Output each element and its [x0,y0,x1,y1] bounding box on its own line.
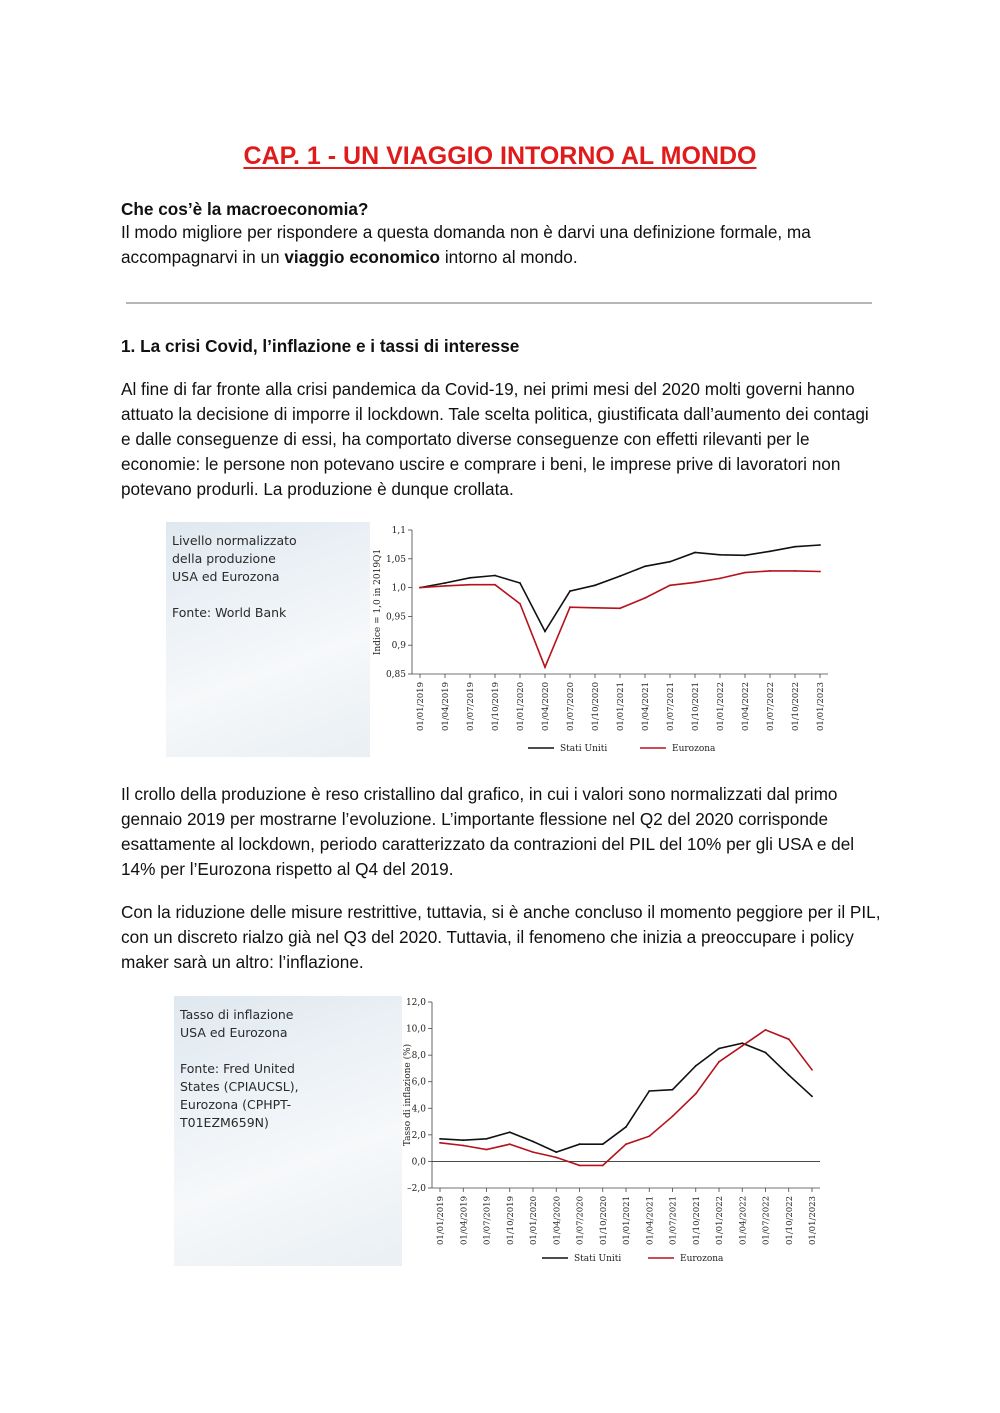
x-tick-label: 01/07/2021 [666,682,676,731]
x-tick-label: 01/07/2020 [566,682,576,731]
data-point [486,1149,488,1151]
data-point [494,584,496,586]
x-tick-label: 01/01/2021 [616,682,626,731]
data-point [469,577,471,579]
x-tick-label: 01/04/2020 [541,682,551,731]
data-point [819,571,821,573]
x-tick-label: 01/01/2023 [808,1196,818,1245]
data-point [469,584,471,586]
data-point [444,582,446,584]
data-point [769,570,771,572]
data-point [444,585,446,587]
x-tick-label: 01/10/2021 [691,1196,702,1245]
data-point [769,550,771,552]
data-point [439,1142,441,1144]
x-tick-label: 01/04/2019 [459,1196,470,1245]
paragraph-production-drop: Il crollo della produzione è reso cristallino dal grafico, in cui i valori sono normalizzati dal primo gennaio 2019 per mostrarne l’evoluzione. L’importante flessione nel Q2 del 2020 corrisponde esattamente al lockdown, periodo caratterizzato da contrazioni del PIL del 10% per gli USA e del 14% per l’Eurozona rispetto al Q4 del 2019. [121,784,855,879]
section-heading: 1. La crisi Covid, l’inflazione e i tassi di interesse [121,336,520,356]
data-point [519,603,521,605]
data-point [695,1065,697,1067]
y-axis-label: Tasso di inflazione (%) [403,1043,413,1147]
x-tick-label: 01/01/2020 [516,682,526,731]
legend-label: Stati Uniti [560,744,608,754]
x-tick-label: 01/07/2019 [482,1196,493,1245]
data-point [569,606,571,608]
production-chart [370,522,832,757]
data-point [744,572,746,574]
figure-caption-panel [174,996,412,1266]
data-point [788,1074,790,1076]
y-tick-label: 0,95 [385,612,406,623]
data-point [579,1143,581,1145]
data-point [672,1115,674,1117]
data-point [494,575,496,577]
legend-label: Eurozona [672,744,716,754]
data-point [648,1090,650,1092]
data-point [602,1143,604,1145]
intro-text-before: Il modo migliore per rispondere a questa domanda non è darvi una definizione formale, ma accompagnarvi in un [121,222,811,267]
x-tick-label: 01/01/2021 [622,1196,632,1245]
y-tick-label: 1,05 [385,554,406,565]
data-point [648,1135,650,1137]
figure-caption-panel [166,522,374,757]
paragraph-covid-crisis: Al fine di far fronte alla crisi pandemica da Covid-19, nei primi mesi del 2020 molti governi hanno attuato la decisione di imporre il lockdown. Tale scelta politica, giustificata dall’aumento dei contagi e dalle conseguenze di essi, ha comportato diverse conseguenze con effetti rilevanti per le economie: le persone non potevano uscire e comprare i beni, le imprese prive di lavoratori non potevano produrli. La produzione è dunque crollata. [121,379,869,499]
data-point [719,577,721,579]
data-point [695,1093,697,1095]
x-tick-label: 01/04/2021 [645,1196,656,1245]
data-point [519,582,521,584]
y-tick-label: 0,9 [391,641,406,652]
x-tick-label: 01/01/2019 [416,682,426,731]
series-line-eurozona [420,571,820,667]
data-point [544,666,546,668]
y-tick-label: 6,0 [411,1077,426,1088]
x-tick-label: 01/10/2020 [598,1196,609,1245]
data-point [719,554,721,556]
series-line-eurozona [440,1030,812,1166]
data-point [532,1151,534,1153]
data-point [579,1165,581,1167]
data-point [811,1095,813,1097]
data-point [532,1141,534,1143]
y-tick-label: 2,0 [411,1130,426,1141]
data-point [741,1045,743,1047]
data-point [811,1069,813,1071]
data-point [594,607,596,609]
data-point [718,1048,720,1050]
data-point [794,570,796,572]
x-tick-label: 01/04/2019 [441,682,451,731]
data-point [788,1038,790,1040]
figure-inflation [174,996,824,1266]
data-point [794,546,796,548]
y-tick-label: 1,1 [391,526,406,536]
chart-area [370,522,832,757]
y-axis-label: Indice = 1,0 in 2019Q1 [373,548,383,656]
x-tick-label: 01/10/2019 [505,1196,516,1245]
x-tick-label: 01/04/2021 [641,682,651,731]
intro-question: Che cos’è la macroeconomia? [121,199,369,219]
data-point [672,1089,674,1091]
x-tick-label: 01/01/2020 [529,1196,539,1245]
x-tick-label: 01/01/2022 [715,1196,725,1245]
y-tick-label: 12,0 [405,998,426,1008]
data-point [462,1139,464,1141]
x-tick-label: 01/01/2023 [816,682,826,731]
data-point [619,575,621,577]
x-tick-label: 01/07/2020 [575,1196,586,1245]
paragraph-inflation-intro: Con la riduzione delle misure restrittive, tuttavia, si è anche concluso il momento peggiore per il PIL, con un discreto rialzo già nel Q3 del 2020. Tuttavia, il fenomeno che inizia a preoccupare i policy maker sarà un altro: l’inflazione. [121,902,881,972]
inflation-chart [402,996,824,1266]
intro-paragraph [121,220,881,270]
data-point [741,1042,743,1044]
data-point [669,584,671,586]
x-tick-label: 01/10/2019 [491,682,501,731]
y-tick-label: 0,85 [385,670,406,680]
x-tick-label: 01/10/2021 [691,682,701,731]
x-tick-label: 01/10/2022 [791,682,801,731]
data-point [419,587,421,589]
data-point [694,582,696,584]
x-tick-label: 01/01/2022 [716,682,726,731]
data-point [644,597,646,599]
data-point [544,630,546,632]
x-tick-label: 01/07/2022 [761,1196,772,1245]
data-point [462,1145,464,1147]
y-tick-label: –2,0 [407,1184,426,1194]
x-tick-label: 01/07/2019 [466,682,476,731]
y-tick-label: 1,0 [391,583,406,594]
figure-caption: Livello normalizzato della produzione USA ed Eurozona Fonte: World Bank [172,533,297,620]
data-point [669,561,671,563]
data-point [765,1029,767,1031]
data-point [509,1131,511,1133]
data-point [819,544,821,546]
series-line-stati-uniti [440,1043,812,1152]
x-tick-label: 01/04/2022 [738,1196,749,1245]
x-tick-label: 01/04/2020 [552,1196,563,1245]
legend-label: Eurozona [680,1254,724,1264]
data-point [509,1143,511,1145]
data-point [439,1138,441,1140]
data-point [569,590,571,592]
data-point [555,1151,557,1153]
data-point [625,1143,627,1145]
data-point [765,1052,767,1054]
figure-caption: Tasso di inflazione USA ed Eurozona Fonte: Fred United States (CPIAUCSL), Eurozona (CPHPT- T01EZM659N) [180,1007,299,1130]
y-tick-label: 8,0 [411,1051,426,1062]
y-tick-label: 10,0 [405,1024,426,1035]
horizontal-divider [126,302,872,304]
data-point [644,565,646,567]
x-tick-label: 01/04/2022 [741,682,751,731]
data-point [744,554,746,556]
data-point [594,584,596,586]
data-point [694,552,696,554]
y-tick-label: 4,0 [411,1104,426,1115]
data-point [619,607,621,609]
data-point [602,1165,604,1167]
figure-production [166,522,832,757]
chart-area [402,996,824,1266]
page-title: CAP. 1 - UN VIAGGIO INTORNO AL MONDO [243,142,757,170]
legend-label: Stati Uniti [574,1254,622,1264]
y-tick-label: 0,0 [411,1157,426,1168]
x-tick-label: 01/07/2021 [668,1196,679,1245]
x-tick-label: 01/01/2019 [436,1196,446,1245]
data-point [555,1157,557,1159]
intro-text-after: intorno al mondo. [440,247,578,267]
series-line-stati-uniti [420,545,820,631]
data-point [486,1138,488,1140]
x-tick-label: 01/10/2022 [784,1196,795,1245]
x-tick-label: 01/10/2020 [591,682,601,731]
x-tick-label: 01/07/2022 [766,682,776,731]
data-point [718,1061,720,1063]
data-point [625,1126,627,1128]
intro-bold-text: viaggio economico [284,247,441,267]
